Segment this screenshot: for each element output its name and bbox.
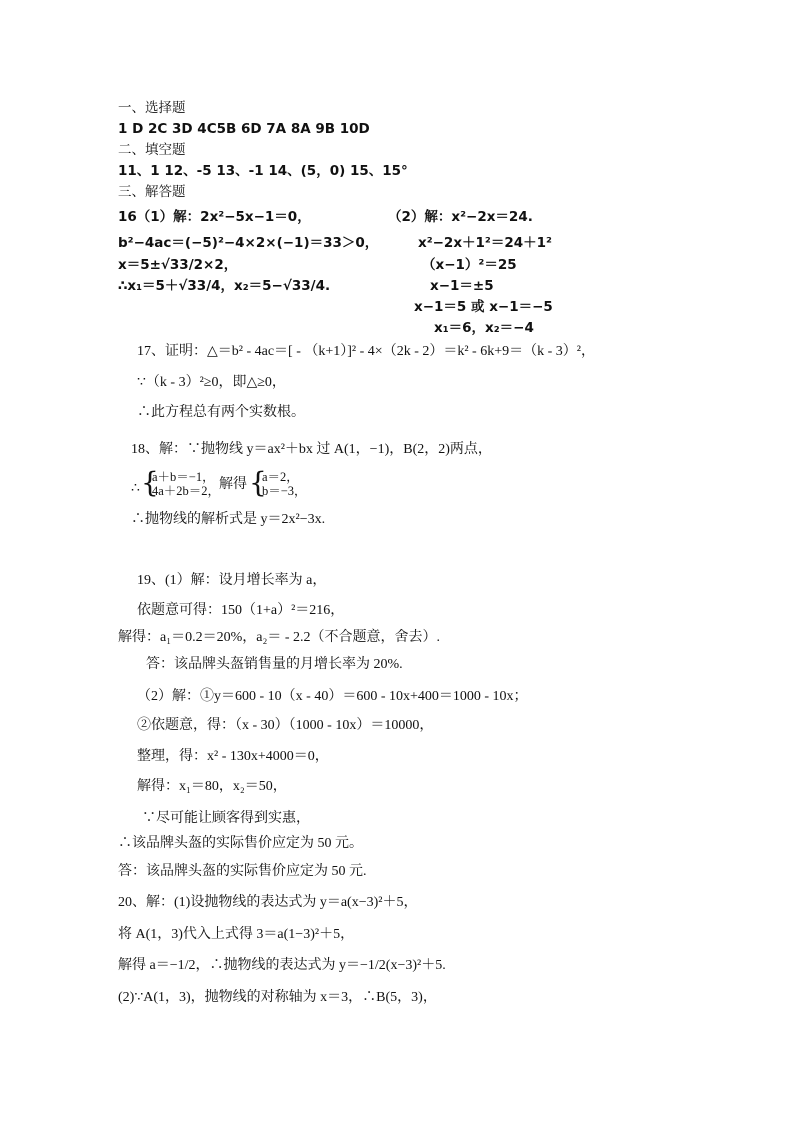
q16-left-line: x＝5±√33/2×2， [118, 257, 238, 273]
left-brace-icon: { [141, 466, 159, 499]
q17-line: 17、证明：△＝b² - 4ac＝[ - （k+1）]² - 4×（2k - 2）＝k² - 6k+9＝（k - 3）²， [137, 344, 595, 359]
q18-system-eq: 4a＋2b＝2， [152, 484, 221, 498]
section-heading-solve: 三、解答题 [118, 184, 186, 200]
q18-line: ∴抛物线的解析式是 y＝2x²−3x. [131, 512, 326, 527]
q16-right-line: x²−2x＋1²＝24＋1² [418, 235, 552, 251]
q17-line: ∵（k - 3）²≥0，即△≥0， [137, 375, 286, 390]
choice-answers: 1 D 2C 3D 4C5B 6D 7A 8A 9B 10D [118, 121, 370, 137]
q19-line: ∵尽可能让顾客得到实惠， [142, 811, 310, 826]
q18-solution: a＝2， [262, 470, 299, 484]
q16-right-line: （2）解：x²−2x＝24. [388, 209, 533, 225]
q18-therefore: ∴ [131, 481, 140, 496]
q16-left-line: 16（1）解：2x²−5x−1＝0， [118, 209, 311, 225]
q19-line: ∴该品牌头盔的实际售价应定为 50 元。 [118, 836, 363, 851]
left-brace-icon: { [249, 466, 267, 499]
q18-system-eq: a＋b＝−1， [152, 470, 215, 484]
q19-line: 答：该品牌头盔的实际售价应定为 50 元. [118, 864, 367, 879]
q19-line: （2）解：①y＝600 - 10（x - 40）＝600 - 10x+400＝1000 - 10x； [137, 689, 528, 704]
q19-line: ②依题意，得：（x - 30）（1000 - 10x）＝10000， [137, 718, 434, 733]
section-heading-choice: 一、选择题 [118, 100, 186, 116]
q20-line: 解得 a＝−1/2，∴抛物线的表达式为 y＝−1/2(x−3)²＋5. [118, 958, 446, 973]
q16-left-line: ∴x₁＝5＋√33/4，x₂＝5−√33/4. [118, 278, 331, 294]
section-heading-fill: 二、填空题 [118, 142, 186, 158]
q19-line: 整理，得：x² - 130x+4000＝0， [137, 749, 329, 764]
q20-line: 将 A(1，3)代入上式得 3＝a(1−3)²＋5， [118, 927, 355, 942]
q19-line: 答：该品牌头盔销售量的月增长率为 20%. [146, 657, 403, 672]
q16-right-line: x−1＝±5 [430, 278, 494, 294]
q20-line: 20、解：(1)设抛物线的表达式为 y＝a(x−3)²＋5， [118, 895, 418, 910]
q19-line: 19、(1）解：设月增长率为 a， [137, 573, 327, 588]
q19-line: 依题意可得：150（1+a）²＝216， [137, 603, 345, 618]
q18-solve: 解得 [219, 477, 247, 492]
fill-answers: 11、1 12、-5 13、-1 14、(5，0) 15、15° [118, 163, 408, 179]
q16-right-line: （x−1）²＝25 [422, 257, 517, 273]
q18-line: 18、解：∵抛物线 y＝ax²＋bx 过 A(1，−1)，B(2，2)两点， [131, 442, 492, 457]
q16-right-line: x−1＝5 或 x−1＝−5 [414, 299, 553, 315]
q17-line: ∴此方程总有两个实数根。 [137, 405, 305, 420]
q19-line: 解得：x₁＝80，x₂＝50， [137, 779, 287, 794]
q19-line: 解得：a₁＝0.2＝20%，a₂＝ - 2.2（不合题意，舍去）. [118, 630, 441, 645]
q18-solution: b＝−3， [262, 484, 307, 498]
q16-right-line: x₁＝6，x₂＝−4 [434, 320, 534, 336]
q20-line: (2)∵A(1，3)，抛物线的对称轴为 x＝3，∴B(5，3)， [118, 990, 437, 1005]
q16-left-line: b²−4ac＝(−5)²−4×2×(−1)＝33＞0， [118, 235, 379, 251]
